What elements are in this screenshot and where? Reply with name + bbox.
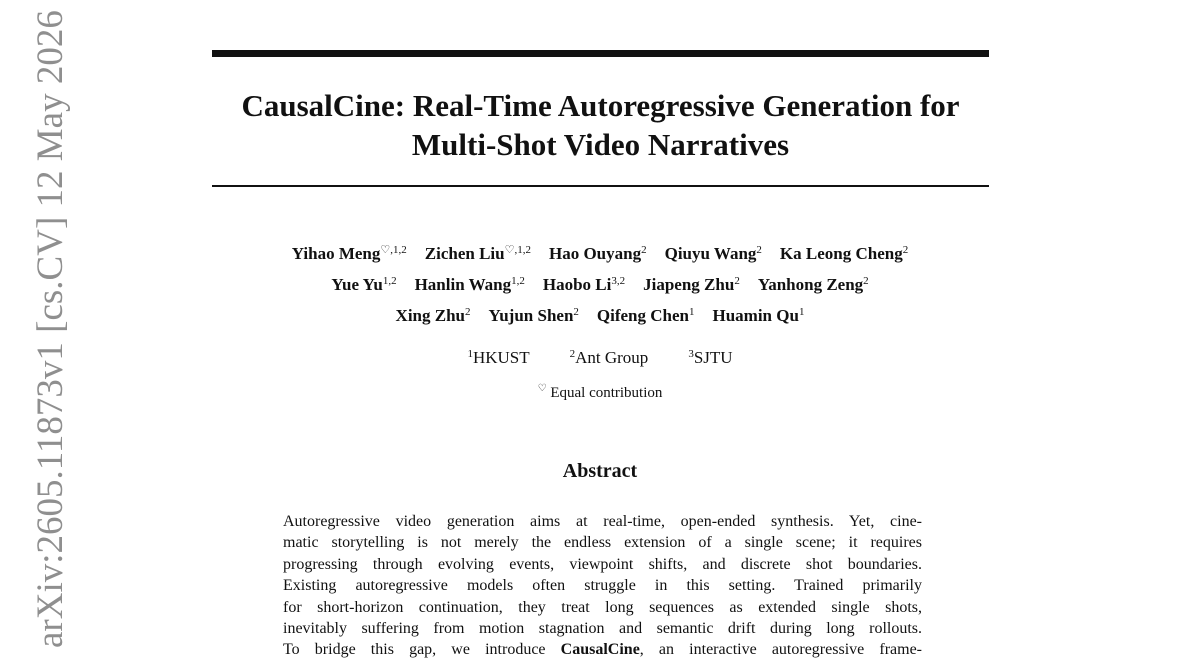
author — [425, 244, 531, 263]
affiliation-marker: 2 — [569, 348, 576, 360]
author — [292, 244, 407, 263]
author — [543, 275, 625, 294]
author-line — [0, 300, 1200, 331]
abstract-line: Autoregressive video generation aims at real-time, open-ended synthesis. Yet, cine- — [283, 513, 922, 530]
abstract-body — [283, 511, 922, 661]
affiliation-name: HKUST — [472, 348, 530, 367]
author-affiliation-marker: 1 — [689, 306, 695, 318]
author — [643, 275, 740, 294]
author-name: Huamin Qu — [712, 306, 799, 325]
author — [549, 244, 647, 263]
author-affiliation-marker: ♡,1,2 — [504, 244, 531, 256]
author-affiliation-marker: 1 — [798, 306, 805, 318]
author-affiliation-marker: 1,2 — [382, 275, 397, 287]
affiliation — [467, 348, 529, 367]
contribution-note — [0, 382, 1200, 404]
heart-icon: ♡ — [537, 383, 547, 394]
author-affiliation-marker: 2 — [902, 244, 909, 256]
author — [396, 306, 471, 325]
author-affiliation-marker: 2 — [465, 306, 471, 318]
author-affiliation-marker: 2 — [863, 275, 869, 287]
author-name: Yue Yu — [331, 275, 383, 294]
abstract-line: inevitably suffering from motion stagnation and semantic drift during long rollouts. — [283, 620, 922, 638]
abstract-line: matic storytelling is not merely the endless extension of a single scene; it requires — [283, 534, 922, 552]
title-line: Multi-Shot Video Narratives — [411, 127, 790, 162]
author-affiliation-marker: 2 — [641, 244, 647, 256]
author-name: Jiapeng Zhu — [643, 275, 735, 294]
author — [665, 244, 762, 263]
affiliation — [570, 348, 649, 367]
title-rule — [212, 185, 989, 187]
abstract-line: To bridge this gap, we introduce CausalCine, an interactive autoregressive frame- — [283, 641, 922, 659]
arxiv-stamp: arXiv:2605.11873v1 [cs.CV] 12 May 2026 — [30, 10, 71, 648]
author-line — [0, 269, 1200, 300]
contribution-note-text: Equal contribution — [550, 385, 663, 401]
author-name: Hao Ouyang — [548, 244, 642, 263]
author-affiliation-marker: 1,2 — [511, 275, 525, 287]
author-name: Yujun Shen — [488, 306, 574, 325]
title-line: CausalCine: Real-Time Autoregressive Generation for — [241, 88, 960, 123]
affiliation-marker: 3 — [688, 348, 694, 360]
author-name: Yanhong Zeng — [757, 275, 864, 294]
author-affiliation-marker: ♡,1,2 — [380, 244, 407, 256]
author — [597, 306, 695, 325]
author — [780, 244, 908, 263]
affiliation-name: Ant Group — [575, 348, 649, 367]
abstract-line: Existing autoregressive models often struggle in this setting. Trained primarily — [283, 577, 922, 595]
abstract-heading: Abstract — [562, 460, 638, 482]
abstract-line: progressing through evolving events, viewpoint shifts, and discrete shot boundaries. — [283, 555, 922, 573]
author-name: Hanlin Wang — [414, 275, 512, 294]
author — [331, 275, 396, 294]
author-affiliation-marker: 2 — [573, 306, 579, 318]
author-list — [0, 238, 1200, 331]
author — [415, 275, 525, 294]
author-name: Ka Leong Cheng — [779, 244, 903, 263]
affiliation — [688, 348, 732, 367]
author — [713, 306, 805, 325]
author-name: Zichen Liu — [424, 244, 505, 263]
author — [489, 306, 579, 325]
affiliation-name: SJTU — [693, 348, 733, 367]
abstract-line: for short-horizon continuation, they treat long sequences as extended single shots, — [283, 598, 922, 616]
author-name: Qiuyu Wang — [664, 244, 757, 263]
method-name: CausalCine — [560, 641, 640, 659]
affiliations — [0, 346, 1200, 370]
author-name: Xing Zhu — [395, 306, 465, 325]
author-affiliation-marker: 2 — [756, 244, 762, 256]
author-name: Yihao Meng — [291, 244, 381, 263]
author-name: Haobo Li — [542, 275, 612, 294]
affiliation-marker: 1 — [467, 348, 473, 360]
author — [758, 275, 869, 294]
author-name: Qifeng Chen — [596, 306, 689, 325]
author-affiliation-marker: 3,2 — [611, 275, 626, 287]
top-rule — [212, 50, 989, 57]
author-line — [0, 238, 1200, 269]
author-affiliation-marker: 2 — [734, 275, 740, 287]
paper-title — [212, 86, 989, 164]
